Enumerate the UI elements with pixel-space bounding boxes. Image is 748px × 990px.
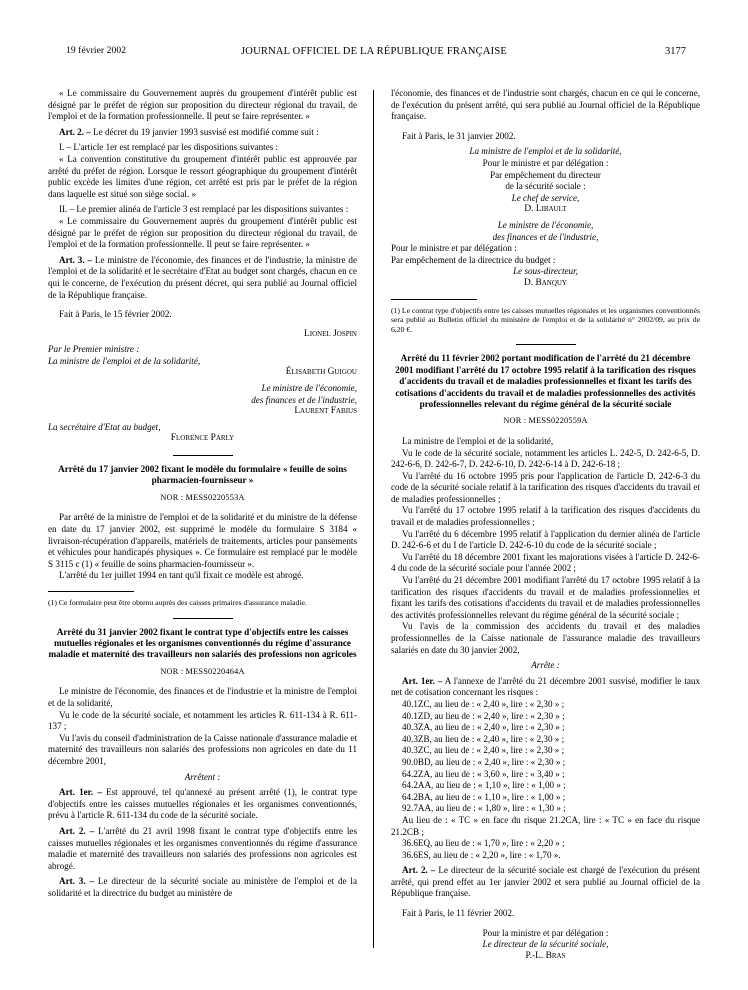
page-number: 3177 xyxy=(665,46,686,57)
arrete3-ministre: La ministre de l'emploi et de la solidarité, xyxy=(402,435,554,446)
role-delegation-2: Par empêchement du directeur xyxy=(490,169,601,180)
fait-a-paris: Fait à Paris, le 15 février 2002. xyxy=(59,309,172,320)
right-paragraph-1: l'économie, des finances et de l'industrie sont chargés, chacun en ce qui le concerne, de l'exécution du présent arrêté, qui sera publié au Journal officiel de la République française. xyxy=(391,88,700,122)
risk-line: 90.0BD, au lieu de : « 2,40 », lire : « 2,30 » ; xyxy=(402,756,566,767)
arrete2-article-1 xyxy=(48,787,357,822)
arrete3-vu-7: Vu l'avis de la commission des accidents du travail et des maladies professionnelles de la Caisse nationale de l'assurance maladie des travailleurs salariés en date du 30 janvier 2002, xyxy=(391,621,700,655)
left-column xyxy=(48,88,373,968)
article-3-label: Art. 3. – xyxy=(59,254,93,265)
arrete3-fait-a-paris: Fait à Paris, le 11 février 2002. xyxy=(402,908,515,919)
publication-date: 19 février 2002 xyxy=(66,46,127,56)
paragraph-II-quote: « Le commissaire du Gouvernement auprès du groupement d'intérêt public est désigné par le préfet de région sur proposition du directeur régional du travail, de l'emploi et de la formation professionnelle. Il peut se faire représenter. » xyxy=(48,215,357,250)
arrete1-paragraph-1: Par arrêté de la ministre de l'emploi et de la solidarité et du ministre de la défense en date du 17 janvier 2002, est supprimé le modèle du formulaire S 3184 « livraison-récupération d'appareils, matériels de traitements, articles pour pansements et véhicules pour handicapés physiques ». Ce formulaire est remplacé par le modèle S 3115 c (1) « feuille de soins pharmacien-fournisseur ». xyxy=(48,512,357,569)
arrete-word: Arrête : xyxy=(531,660,560,671)
role-directeur-securite-sociale: Le directeur de la sécurité sociale, xyxy=(482,939,609,950)
role-secretaire-budget: La secrétaire d'Etat au budget, xyxy=(48,421,161,432)
signature-parly: Florence Parly xyxy=(170,433,235,444)
role-delegation-6: Pour la ministre et par délégation : xyxy=(482,927,609,938)
arrete2-article-1-label: Art. 1er. – xyxy=(59,787,102,798)
signature-guigou: Élisabeth Guigou xyxy=(285,367,357,378)
signature-jospin: Lionel Jospin xyxy=(304,328,357,339)
risk-line: 92.7AA, au lieu de : « 1,80 », lire : « 1,30 » ; xyxy=(402,803,566,814)
article-2 xyxy=(48,127,357,139)
role-sous-directeur: Le sous-directeur, xyxy=(513,266,578,277)
arrete2-paragraph-1: Le ministre de l'économie, des finances et de l'industrie et la ministre de l'emploi et de la solidarité, xyxy=(48,686,357,708)
risk-line: 64.2AA, au lieu de : « 1,10 », lire : « 1,00 » ; xyxy=(402,780,566,791)
arrete2-article-3 xyxy=(48,876,357,899)
paragraph-I: I. – L'article 1er est remplacé par les dispositions suivantes : xyxy=(59,142,279,153)
article-3 xyxy=(48,255,357,301)
footnote-rule-1 xyxy=(48,591,134,592)
role-ministre-emploi: La ministre de l'emploi et de la solidarité, xyxy=(48,355,201,366)
risk-tc-line: Au lieu de : « TC » en face du risque 21.2CA, lire : « TC » en face du risque 21.2CB ; xyxy=(391,814,700,837)
right-column xyxy=(373,88,700,968)
risk-line: 40.1ZC, au lieu de : « 2,40 », lire : « 2,30 » ; xyxy=(402,698,565,709)
paragraph-II: II. – Le premier alinéa de l'article 3 est remplacé par les dispositions suivantes : xyxy=(59,204,349,215)
arrete1-paragraph-2: L'arrêté du 1er juillet 1994 en tant qu'il fixait ce modèle est abrogé. xyxy=(59,570,304,581)
signature-fabius: Laurent Fabius xyxy=(294,406,357,417)
arrete3-vu-3: Vu l'arrêté du 17 octobre 1995 relatif à la tarification des risques d'accidents du travail et de maladies professionnelles ; xyxy=(391,505,700,528)
risk-line: 40.3ZB, au lieu de : « 2,40 », lire : « 2,30 » ; xyxy=(402,733,565,744)
arrete2-article-2-label: Art. 2. – xyxy=(59,825,95,836)
arrete-nor-1: NOR : MESS0220553A xyxy=(160,492,245,502)
arrete3-vu-4: Vu l'arrêté du 6 décembre 1995 relatif à l'application du dernier alinéa de l'article D. 242-6-6 et du I de l'article D. 242-6-10 du code de la sécurité sociale ; xyxy=(391,528,700,551)
signature-bras: P.-L. Bras xyxy=(525,950,566,961)
role-ministre-economie-line1: Le ministre de l'économie, xyxy=(261,383,357,394)
article-2-text: Le décret du 19 janvier 1993 susvisé est modifié comme suit : xyxy=(93,126,319,137)
arrete2-article-1-text: Est approuvé, tel qu'annexé au présent arrêté (1), le contrat type d'objectifs entre les caisses mutuelles régionales et les organismes conventionnés, prévu à l'article R. 611-134 du code de la sécurité sociale. xyxy=(48,787,358,821)
page-header xyxy=(48,46,700,72)
article-2-label: Art. 2. – xyxy=(59,126,91,137)
signature-banquy: D. Banquy xyxy=(524,277,567,288)
role-delegation-5: Par empêchement de la directrice du budget : xyxy=(391,254,556,265)
body-columns xyxy=(48,88,700,968)
arrete-title-2: Arrêté du 31 janvier 2002 fixant le contrat type d'objectifs entre les caisses mutuelles régionales et les organismes conventionnés du régime d'assurance maladie et maternité des travailleurs non salariés des professions non agricoles xyxy=(48,626,357,660)
arrete2-paragraph-2: Vu le code de la sécurité sociale, et notamment les articles R. 611-134 à R. 611-137 ; xyxy=(48,709,357,732)
arrete2-article-3-text: Le directeur de la sécurité sociale au ministère de l'emploi et de la solidarité et la directrice du budget au ministère de xyxy=(48,876,357,898)
arrete2-article-2-text: L'arrêté du 21 avril 1998 fixant le contrat type d'objectifs entre les caisses mutuelles régionales et les organismes conventionnés du régime d'assurance maladie et maternité des travailleurs non salariés des professions non agricoles est abrogé. xyxy=(48,825,357,871)
signature-libault: D. Libault xyxy=(524,204,567,215)
arrete3-vu-5: Vu l'arrêté du 18 décembre 2001 fixant les majorations visées à l'article D. 242-6-4 du code de la sécurité sociale pour l'année 2002 ; xyxy=(391,551,700,574)
role-delegation-3: de la sécurité sociale : xyxy=(505,181,586,192)
section-rule xyxy=(173,455,233,456)
arrete-title-3: Arrêté du 11 février 2002 portant modification de l'arrêté du 21 décembre 2001 modifiant l'arrêté du 17 octobre 1995 relatif à la tarification des risques d'accidents du travail et de maladies professionnelles et fixant les tarifs des cotisations d'accidents du travail et de maladies professionnelles des activités professionnelles relevant du régime général de la sécurité sociale xyxy=(395,353,696,409)
arrete3-vu-6: Vu l'arrêté du 21 décembre 2001 modifiant l'arrêté du 17 octobre 1995 relatif à la tarification des risques d'accidents du travail et de maladies professionnelles et fixant les tarifs des cotisations d'accidents du travail et de maladies professionnelles des activités professionnelles relevant du régime général de la sécurité sociale ; xyxy=(391,575,700,620)
arrete-title-1: Arrêté du 17 janvier 2002 fixant le modèle du formulaire « feuille de soins pharmacien-fournisseur » xyxy=(58,464,347,486)
role-ministre-economie-right-1: Le ministre de l'économie, xyxy=(497,219,594,230)
risk-line: 36.6ES, au lieu de : « 2,20 », lire : « 1,70 ». xyxy=(402,849,561,860)
role-ministre-emploi-right: La ministre de l'emploi et de la solidarité, xyxy=(469,146,622,157)
arrete3-vu-1: Vu le code de la sécurité sociale, notamment les articles L. 242-5, D. 242-6-5, D. 242-6-6, D. 242-6-7, D. 242-6-10, D. 242-6-14 à D. 242-6-18 ; xyxy=(391,447,700,470)
role-delegation-1: Pour le ministre et par délégation : xyxy=(482,157,609,168)
arrete3-vu-2: Vu l'arrêté du 16 octobre 1995 pris pour l'application de l'article D. 242-6-3 du code de la sécurité sociale relatif à la tarification des risques d'accidents du travail et de maladies professionnelles ; xyxy=(391,470,700,504)
risk-line: 40.3ZA, au lieu de : « 2,40 », lire : « 2,30 » ; xyxy=(402,722,565,733)
arrete2-article-2 xyxy=(48,826,357,872)
arrete-nor-2: NOR : MESS0220464A xyxy=(160,666,245,676)
risk-line: 36.6EQ, au lieu de : « 1,70 », lire : « 2,20 » ; xyxy=(402,838,565,849)
role-delegation-4: Pour le ministre et par délégation : xyxy=(391,243,517,254)
risk-line: 64.2BA, au lieu de : « 1,10 », lire : « 1,00 » ; xyxy=(402,791,566,802)
paragraph: « Le commissaire du Gouvernement auprès du groupement d'intérêt public est désigné par le préfet de région sur proposition du directeur régional du travail, de l'emploi et de la formation professionnelle. Il peut se faire représenter. » xyxy=(48,88,357,122)
risk-line: 40.3ZC, au lieu de : « 2,40 », lire : « 2,30 » ; xyxy=(402,745,565,756)
footnote-2: (1) Le contrat type d'objectifs entre les caisses mutuelles régionales et les organismes conventionnés sera publié au Bulletin officiel du ministère de l'emploi et de la solidarité n° 2002/09, au prix de 6,20 €. xyxy=(391,305,700,334)
arrete3-article-2 xyxy=(391,865,700,900)
arrete-nor-3: NOR : MESS0220559A xyxy=(503,416,588,426)
role-premier-ministre: Par le Premier ministre : xyxy=(48,344,140,355)
arrete3-article-1-label: Art. 1er. – xyxy=(402,675,443,686)
article-3-text: Le ministre de l'économie, des finances et de l'industrie, la ministre de l'emploi et de la solidarité et le secrétaire d'Etat au budget sont chargés, chacun en ce qui le concerne, de l'exécution du présent décret, qui sera publié au Journal officiel de la République française. xyxy=(48,254,357,300)
risk-line: 64.2ZA, au lieu de : « 3,60 », lire : « 3,40 » ; xyxy=(402,768,565,779)
role-ministre-economie-right-2: des finances et de l'industrie, xyxy=(492,231,599,242)
right-fait-a-paris: Fait à Paris, le 31 janvier 2002. xyxy=(402,130,516,141)
journal-title: JOURNAL OFFICIEL DE LA RÉPUBLIQUE FRANÇAISE xyxy=(241,46,507,57)
footnote-rule-2 xyxy=(391,299,477,300)
section-rule-3 xyxy=(516,344,576,345)
arrete3-article-2-label: Art. 2. – xyxy=(402,865,436,876)
arrete3-article-1 xyxy=(391,676,700,699)
arrete3-article-1-text: A l'annexe de l'arrêté du 21 décembre 2001 susvisé, modifier le taux net de cotisation concernant les risques : xyxy=(391,675,700,698)
arrete3-article-2-text: Le directeur de la sécurité sociale est chargé de l'exécution du présent arrêté, qui prend effet au 1er janvier 2002 et sera publié au Journal officiel de la République française. xyxy=(391,865,701,899)
section-rule-2 xyxy=(173,618,233,619)
paragraph-I-quote: « La convention constitutive du groupement d'intérêt public est approuvée par arrêté du préfet de région. Lorsque le ressort géographique du groupement d'intérêt public excède les limites d'une région, cet arrêté est pris par le préfet de la région dans laquelle est situé son siège social. » xyxy=(48,153,357,199)
role-chef-de-service: Le chef de service, xyxy=(511,192,580,203)
risk-line: 40.1ZD, au lieu de : « 2,40 », lire : « 2,30 » ; xyxy=(402,710,565,721)
arrete2-article-3-label: Art. 3. – xyxy=(59,876,95,887)
footnote-1: (1) Ce formulaire peut être obtenu auprès des caisses primaires d'assurance maladie. xyxy=(48,598,307,607)
arretent-word: Arrêtent : xyxy=(184,771,221,782)
arrete2-paragraph-3: Vu l'avis du conseil d'administration de la Caisse nationale d'assurance maladie et maternité des travailleurs non salariés des professions non agricoles en date du 11 décembre 2001, xyxy=(48,732,357,766)
role-ministre-economie-line2: des finances et de l'industrie, xyxy=(251,394,357,405)
